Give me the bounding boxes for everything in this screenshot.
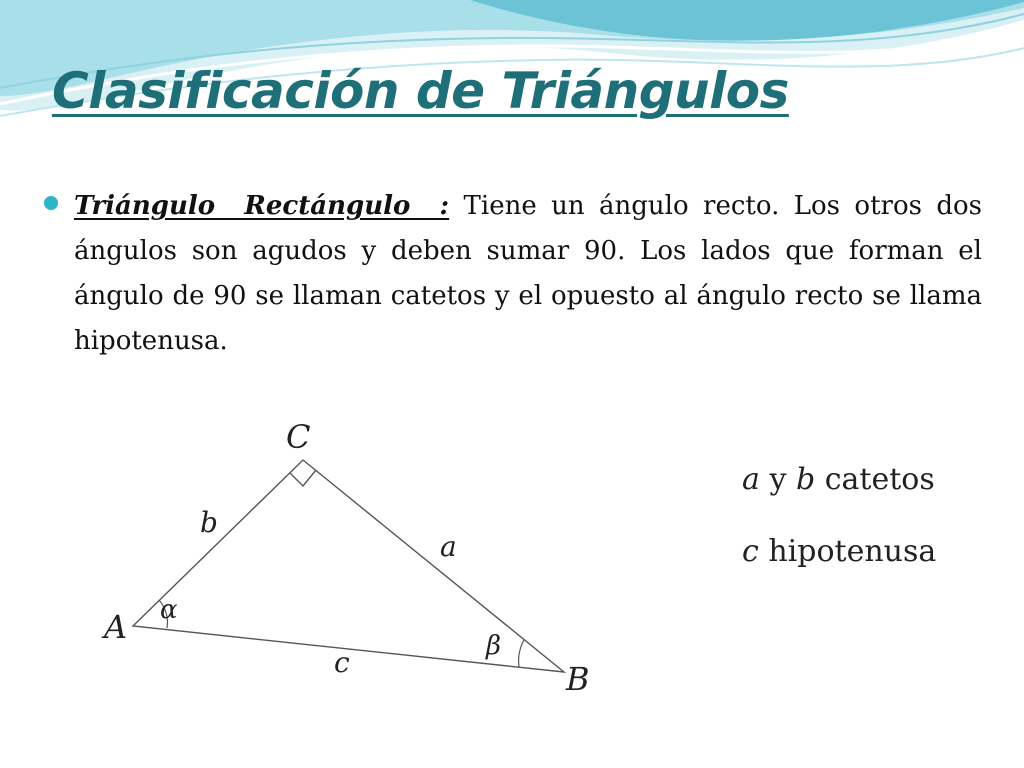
legend-hipotenusa-word: hipotenusa <box>768 534 937 569</box>
bullet-item <box>44 184 984 364</box>
legend-catetos-word: catetos <box>824 462 935 497</box>
angle-alpha-label: α <box>160 595 178 625</box>
bullet-heading: Triángulo Rectángulo : <box>74 191 450 221</box>
bullet-dot-icon <box>44 196 58 210</box>
legend-hipotenusa <box>742 534 936 569</box>
angle-beta-arc <box>519 640 524 667</box>
bullet-paragraph <box>74 184 982 364</box>
legend-catetos <box>742 462 935 497</box>
angle-beta-label: β <box>486 631 502 661</box>
side-b-label: b <box>200 506 218 539</box>
side-a-label: a <box>440 530 457 563</box>
right-angle-marker <box>290 470 316 486</box>
legend-var-a: a <box>742 462 760 497</box>
legend-var-c: c <box>742 534 759 569</box>
slide-title: Clasificación de Triángulos <box>52 62 789 120</box>
bullet-body-text: Tiene un ángulo recto. Los otros dos ángulos son agudos y deben sumar 90. Los lados que forman el ángulo de 90 se llaman catetos y el opuesto al ángulo recto se llama hipotenusa. <box>74 191 982 356</box>
vertex-a-label: A <box>104 608 128 646</box>
legend-conjunction: y <box>769 462 787 497</box>
side-c-label: c <box>334 646 350 679</box>
vertex-b-label: B <box>566 660 590 698</box>
vertex-c-label: C <box>286 418 311 456</box>
legend-var-b: b <box>795 462 816 497</box>
